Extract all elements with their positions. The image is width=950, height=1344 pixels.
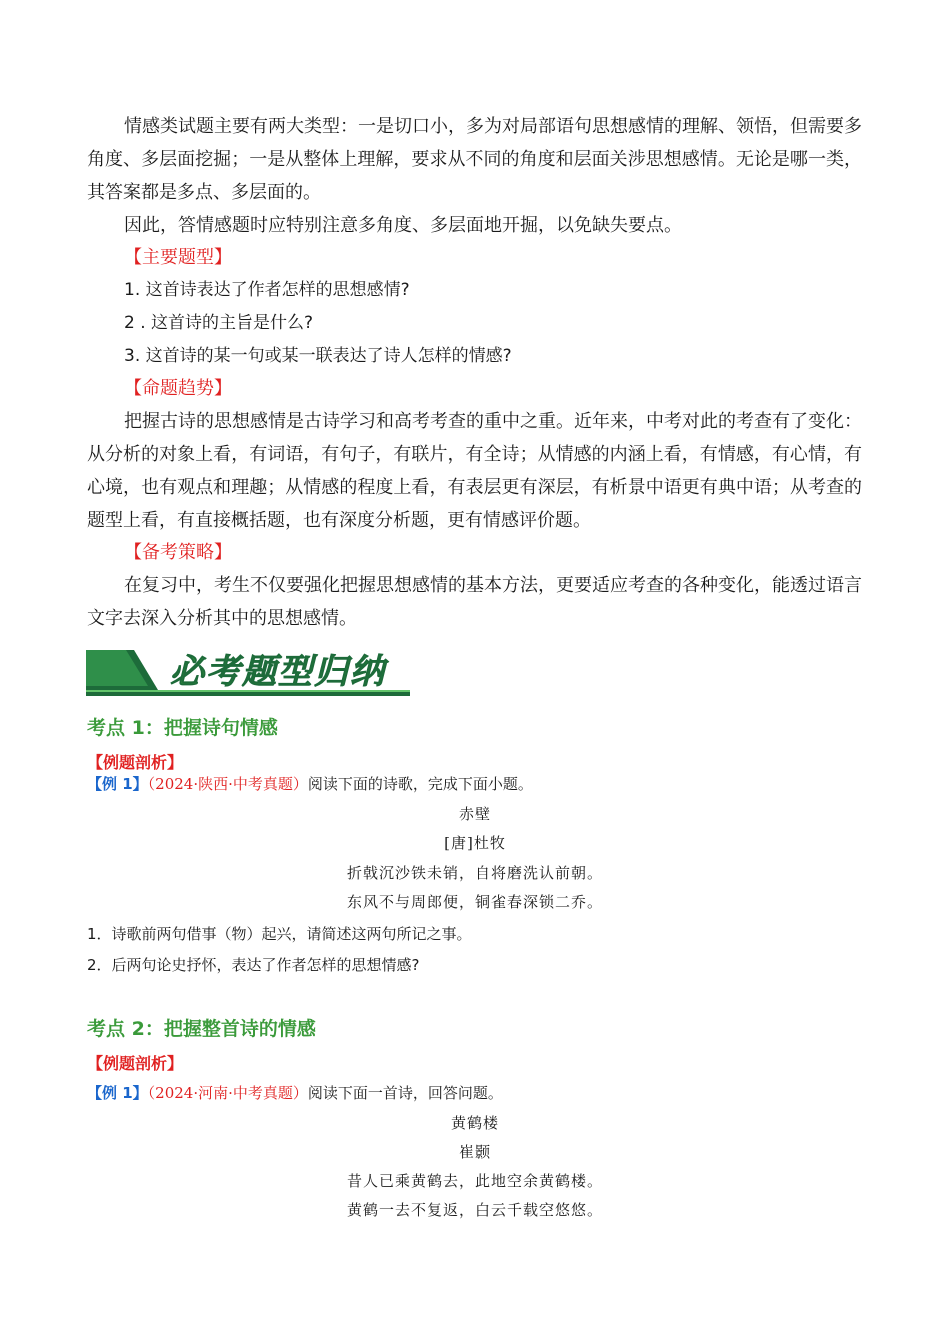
kaodian-2-analysis-label: 【例题剖析】 (87, 1054, 184, 1073)
poem-1-author: [唐]杜牧 (444, 834, 506, 852)
main-types-heading: 【主要题型】 (124, 247, 232, 268)
strategy-heading: 【备考策略】 (124, 542, 232, 563)
poem-1-title: 赤壁 (458, 805, 491, 823)
kaodian-1-title: 考点 1：把握诗句情感 (87, 717, 278, 739)
trend-heading: 【命题趋势】 (124, 378, 232, 399)
type-item-2: 2 . 这首诗的主旨是什么? (124, 313, 314, 333)
example-source: （2024·陕西·中考真题） (147, 775, 308, 793)
example-tag: 【例 1】 (87, 775, 148, 793)
example-instruction: 阅读下面一首诗，回答问题。 (307, 1084, 503, 1102)
example-source: （2024·河南·中考真题） (147, 1084, 308, 1102)
poem-2-line-1: 昔人已乘黄鹤去，此地空余黄鹤楼。 (346, 1172, 603, 1190)
poem-2-author: 崔颢 (458, 1143, 491, 1161)
kaodian-1-analysis-label: 【例题剖析】 (87, 753, 184, 772)
intro-paragraph-2: 因此，答情感题时应特别注意多角度、多层面地开掘，以免缺失要点。 (124, 215, 682, 236)
question-1: 1．诗歌前两句借事（物）起兴，请简述这两句所记之事。 (87, 925, 472, 943)
type-item-3: 3. 这首诗的某一句或某一联表达了诗人怎样的情感? (124, 346, 512, 366)
question-2: 2．后两句论史抒怀，表达了作者怎样的思想情感? (87, 956, 420, 974)
kaodian-1-example (87, 773, 533, 795)
section-banner (86, 646, 410, 698)
banner-title: 必考题型归纳 (170, 652, 386, 692)
poem-2-line-2: 黄鹤一去不复返，白云千载空悠悠。 (346, 1201, 603, 1219)
strategy-paragraph: 在复习中，考生不仅要强化把握思想感情的基本方法，更要适应考查的各种变化，能透过语言文字去深入分析其中的思想感情。 (87, 575, 862, 629)
poem-2-title: 黄鹤楼 (450, 1114, 499, 1132)
poem-1-line-1: 折戟沉沙铁未销，自将磨洗认前朝。 (346, 864, 603, 882)
intro-paragraph-1: 情感类试题主要有两大类型：一是切口小，多为对局部语句思想感情的理解、领悟，但需要多角度、多层面挖掘；一是从整体上理解，要求从不同的角度和层面关涉思想感情。无论是哪一类，其答案都是多点、多层面的。 (87, 116, 862, 203)
example-instruction: 阅读下面的诗歌，完成下面小题。 (307, 775, 533, 793)
type-item-1: 1. 这首诗表达了作者怎样的思想感情? (124, 280, 410, 300)
kaodian-2-example (87, 1082, 503, 1104)
kaodian-2-title: 考点 2：把握整首诗的情感 (87, 1018, 316, 1040)
poem-1-line-2: 东风不与周郎便，铜雀春深锁二乔。 (346, 893, 603, 911)
trend-paragraph: 把握古诗的思想感情是古诗学习和高考考查的重中之重。近年来，中考对此的考查有了变化：从分析的对象上看，有词语，有句子，有联片，有全诗；从情感的内涵上看，有情感，有心情，有心境，也有观点和理趣；从情感的程度上看，有表层更有深层，有析景中语更有典中语；从考查的题型上看，有直接概括题，也有深度分析题，更有情感评价题。 (87, 411, 862, 531)
example-tag: 【例 1】 (87, 1084, 148, 1102)
